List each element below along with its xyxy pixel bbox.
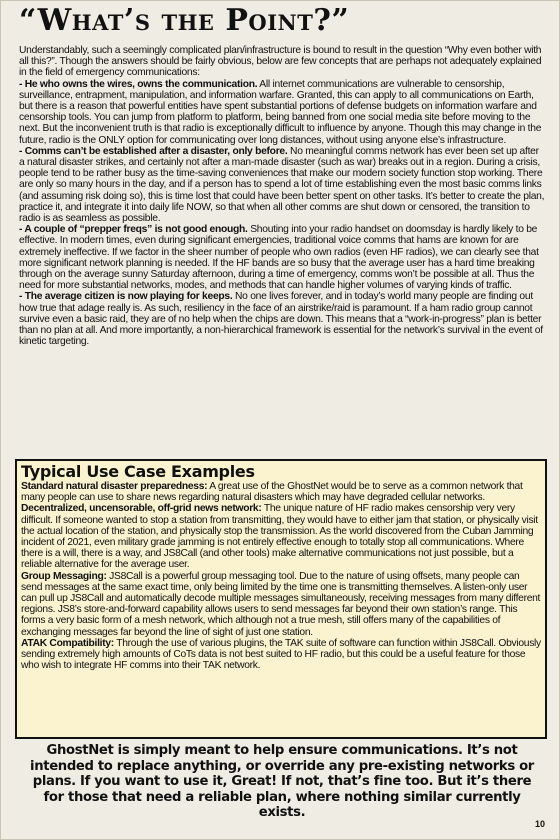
- closing-statement: GhostNet is simply meant to help ensure communications. It’s not intended to replace anything, or override any pre-existing networks or plans. If you want to use it, Great! If not, that’s fine too. But it’s there for those that need a reliable plan, where nothing similar currently exists.: [30, 743, 534, 820]
- intro-paragraph: Understandably, such a seemingly complicated plan/infrastructure is bound to result in the question “Why even bother with all this?”. Though the answers should be fairly obvious, below are few concepts that are perhaps not adequately explained in the field of emergency communications:: [19, 45, 542, 79]
- point-paragraph: [19, 224, 545, 291]
- point-heading: - Comms can’t be established after a disaster, only before.: [19, 145, 288, 157]
- use-case-text: The unique nature of HF radio makes censorship very very difficult. If someone wanted to stop a station from transmitting, they would have to either jam that station, or physically visit the actual location of the station, and physically stop the transmission. As the world discovered from the Cuban Jamming incident of 2021, even military grade jamming is not entirely effective enough to totally stop all communications. Where there is a will, there is a way, and JS8Call (and other tools) make alternative communications not just possible, but a reliable alternative for the average user.: [21, 503, 538, 571]
- use-case-text: Through the use of various plugins, the TAK suite of software can function within JS8Call. Obviously sending extremely high amounts of CoTs data is not best suited to HF radio, but this could be a useful feature for those who wish to integrate HF comms into their TAK network.: [21, 637, 541, 672]
- point-paragraph: [19, 291, 545, 347]
- point-heading: - The average citizen is now playing for keeps.: [19, 291, 233, 303]
- use-case-item: [21, 571, 541, 638]
- use-case-heading: ATAK Compatibility:: [21, 637, 114, 649]
- use-case-item: [21, 638, 541, 672]
- point-text: Shouting into your radio handset on doomsday is hardly likely to be effective. In modern times, even during significant emergencies, traditional voice comms that hams are known for are extremely ineffective. If we factor in the sheer number of people who own radios (even HF radios), we can clearly see that more significant network planning is needed. If the HF bands are so busy that the average user has a hard time breaking through on the average sunny Saturday afternoon, during a time of emergency, comms won’t be possible at all. Thus the need for more substantial networks, modes, and methods that can handle higher volumes of varying kinds of traffic.: [19, 224, 539, 292]
- point-text: All internet communications are vulnerable to censorship, surveillance, entrapment, manipulation, and information warfare. Granted, this can apply to all communications on Earth, but there is a reason that powerful entities have spent substantial portions of defense budgets on information warfare and censorship tools. You can jump from platform to platform, being banned from one social media site before moving to the next. But the inconvenient truth is that radio is exceptionally difficult to influence by anyone. Though this may change in the future, radio is the ONLY option for communicating over long distances, without using anyone else’s infrastructure.: [19, 78, 542, 146]
- point-paragraph: [19, 146, 545, 224]
- use-case-title: Typical Use Case Examples: [21, 462, 255, 481]
- use-case-box: [15, 459, 547, 739]
- use-case-text: JS8Call is a powerful group messaging tool. Due to the nature of using offsets, many people can send messages at the same exact time, only being limited by the time one is transmitting themselves. A listen-only user can pull up JS8Call and automatically decode multiple messages simultaneously, receiving messages from many different regions. JS8’s store-and-forward capability allows users to send messages far beyond their own station’s range. This forms a very basic form of a mesh network, which although not a true mesh, still offers many of the capabilities of exchanging messages far beyond the line of sight of just one station.: [21, 570, 541, 638]
- use-case-heading: Group Messaging:: [21, 570, 107, 582]
- page-number: 10: [534, 819, 545, 829]
- page-title: “What’s the Point?”: [19, 3, 350, 38]
- use-case-text: A great use of the GhostNet would be to serve as a common network that many people can use to share news regarding natural disasters which may have degraded cellular networks.: [21, 481, 523, 504]
- use-case-item: [21, 481, 541, 503]
- use-case-item: [21, 503, 541, 570]
- point-paragraph: [19, 79, 545, 146]
- main-body: [19, 45, 545, 347]
- point-heading: - A couple of “prepper freqs” is not good enough.: [19, 224, 248, 236]
- point-text: No one lives forever, and in today’s world many people are finding out how true that adage really is. As such, resiliency in the face of an airstrike/raid is paramount. If a ham radio group cannot survive even a basic raid, they are of no help when the chips are down. This means that a “work-in-progress” plan is better than no plan at all. And more importantly, a non-hierarchical framework is essential for the network’s survival in the event of kinetic targeting.: [19, 291, 543, 348]
- use-case-heading: Standard natural disaster preparedness:: [21, 481, 208, 492]
- use-case-body: [21, 481, 541, 671]
- point-heading: - He who owns the wires, owns the communication.: [19, 78, 258, 90]
- use-case-heading: Decentralized, uncensorable, off-grid news network:: [21, 503, 262, 515]
- point-text: No meaningful comms network has ever been set up after a natural disaster strikes, and certainly not after a man-made disaster (such as war) breaks out in a region. During a crisis, people tend to be rather busy as the time-saving conveniences that make our modern society function stop working. There are only so many hours in the day, and if a person has to spend a lot of time establishing even the most basic comms links (and assuming risk doing so), this is time lost that could have been better spent on other tasks. It’s better to create the plan, practice it, and integrate it into daily life NOW, so that when all other comms are shut down or censored, the transition to radio is as seamless as possible.: [19, 145, 545, 225]
